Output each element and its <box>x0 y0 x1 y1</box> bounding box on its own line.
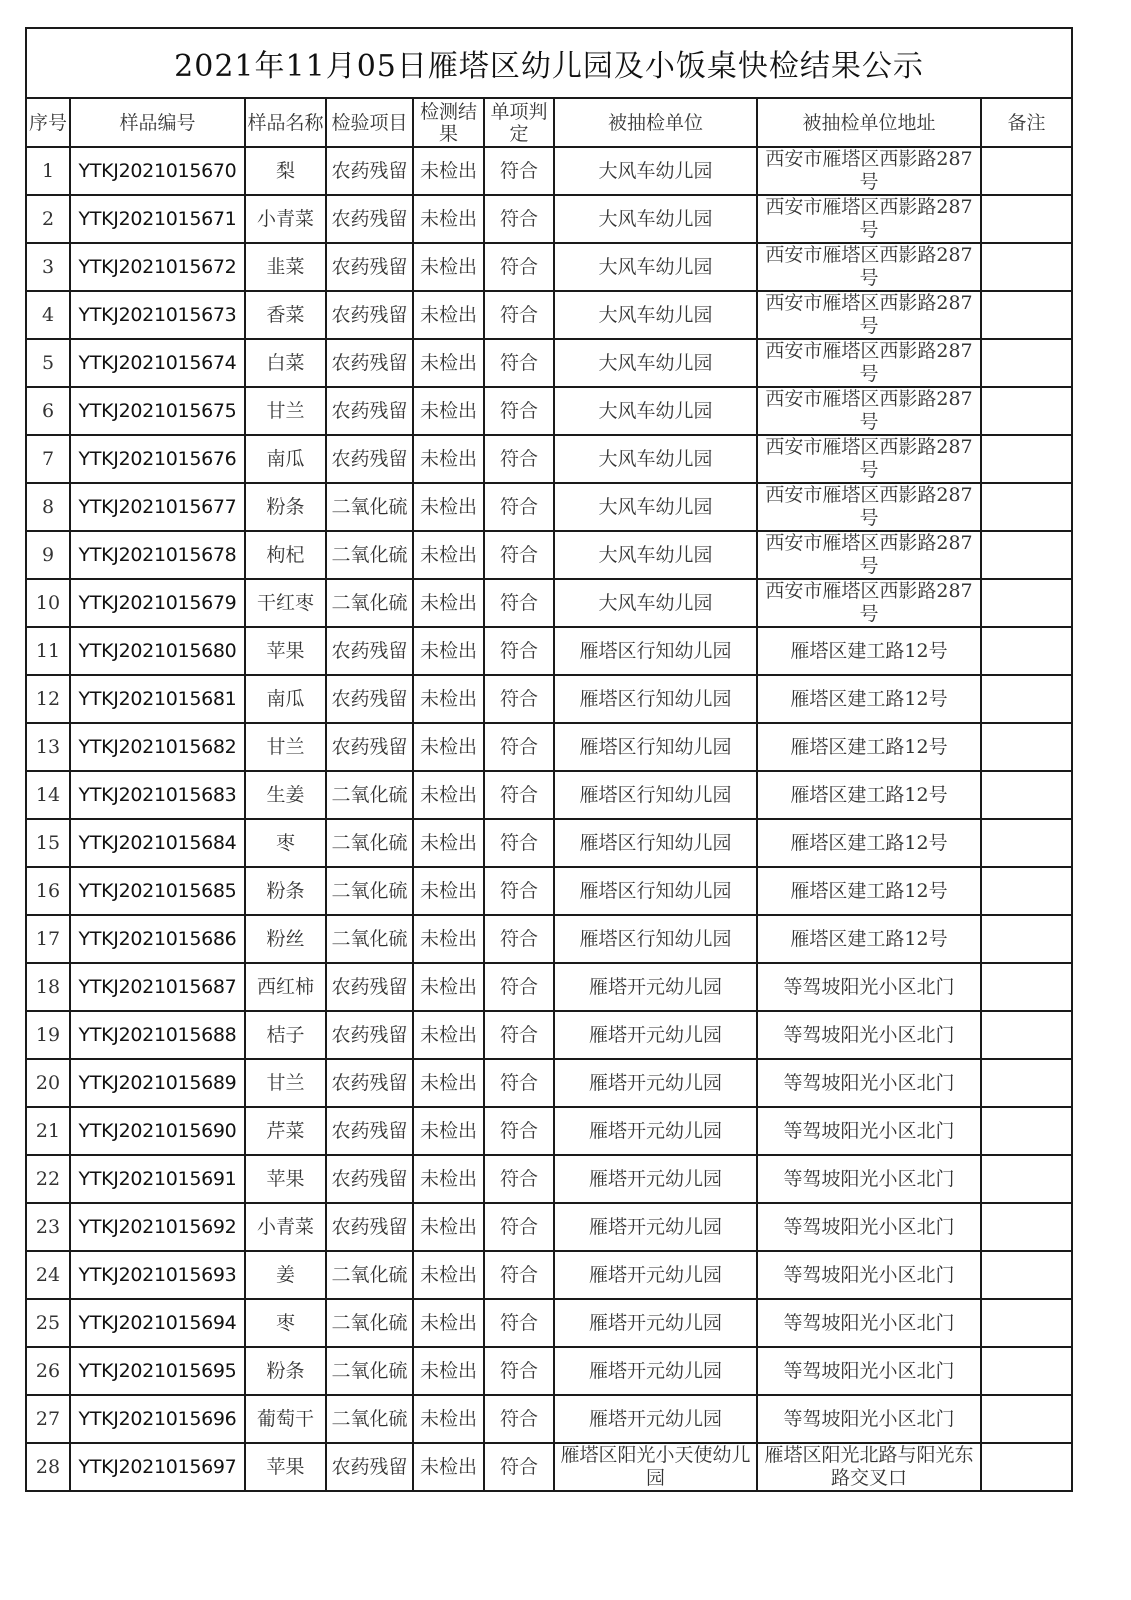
unit-address-cell: 雁塔区建工路12号 <box>757 867 981 915</box>
row-index-cell: 27 <box>26 1395 70 1443</box>
unit-address-cell: 雁塔区建工路12号 <box>757 675 981 723</box>
remarks-cell <box>981 243 1072 291</box>
row-index-cell: 17 <box>26 915 70 963</box>
remarks-cell <box>981 1155 1072 1203</box>
test-item-cell: 农药残留 <box>326 1443 413 1491</box>
judgement-cell: 符合 <box>484 147 554 195</box>
sample-name-cell: 南瓜 <box>245 675 326 723</box>
row-index-cell: 12 <box>26 675 70 723</box>
table-row <box>26 243 1072 291</box>
sample-code-cell: YTKJ2021015679 <box>70 579 245 627</box>
test-item-cell: 农药残留 <box>326 1203 413 1251</box>
row-index-cell: 21 <box>26 1107 70 1155</box>
sample-code-cell: YTKJ2021015694 <box>70 1299 245 1347</box>
table-row <box>26 675 1072 723</box>
sample-code-cell: YTKJ2021015673 <box>70 291 245 339</box>
remarks-cell <box>981 1443 1072 1491</box>
table-row <box>26 867 1072 915</box>
unit-address-cell: 等驾坡阳光小区北门 <box>757 1155 981 1203</box>
test-item-cell: 农药残留 <box>326 1011 413 1059</box>
sample-name-cell: 生姜 <box>245 771 326 819</box>
inspected-unit-cell: 雁塔区行知幼儿园 <box>554 675 757 723</box>
judgement-cell: 符合 <box>484 867 554 915</box>
judgement-cell: 符合 <box>484 1203 554 1251</box>
test-item-cell: 农药残留 <box>326 1059 413 1107</box>
unit-address-cell: 雁塔区阳光北路与阳光东路交叉口 <box>757 1443 981 1491</box>
unit-address-cell: 西安市雁塔区西影路287号 <box>757 195 981 243</box>
inspected-unit-cell: 大风车幼儿园 <box>554 195 757 243</box>
remarks-cell <box>981 387 1072 435</box>
sample-name-cell: 枣 <box>245 1299 326 1347</box>
test-result-cell: 未检出 <box>413 1011 484 1059</box>
sample-code-cell: YTKJ2021015682 <box>70 723 245 771</box>
judgement-cell: 符合 <box>484 915 554 963</box>
header-judgement: 单项判定 <box>484 98 554 147</box>
test-item-cell: 二氧化硫 <box>326 531 413 579</box>
sample-name-cell: 苹果 <box>245 1155 326 1203</box>
header-test-result: 检测结果 <box>413 98 484 147</box>
unit-address-cell: 等驾坡阳光小区北门 <box>757 1107 981 1155</box>
sample-code-cell: YTKJ2021015672 <box>70 243 245 291</box>
results-sheet <box>25 27 1071 1492</box>
sample-name-cell: 姜 <box>245 1251 326 1299</box>
sample-name-cell: 甘兰 <box>245 387 326 435</box>
table-header-row <box>26 98 1072 147</box>
unit-address-cell: 西安市雁塔区西影路287号 <box>757 435 981 483</box>
test-item-cell: 二氧化硫 <box>326 915 413 963</box>
judgement-cell: 符合 <box>484 723 554 771</box>
inspected-unit-cell: 大风车幼儿园 <box>554 243 757 291</box>
sample-name-cell: 苹果 <box>245 627 326 675</box>
row-index-cell: 25 <box>26 1299 70 1347</box>
test-result-cell: 未检出 <box>413 147 484 195</box>
remarks-cell <box>981 291 1072 339</box>
row-index-cell: 7 <box>26 435 70 483</box>
sample-name-cell: 香菜 <box>245 291 326 339</box>
sample-code-cell: YTKJ2021015683 <box>70 771 245 819</box>
test-result-cell: 未检出 <box>413 723 484 771</box>
row-index-cell: 23 <box>26 1203 70 1251</box>
sample-name-cell: 葡萄干 <box>245 1395 326 1443</box>
inspected-unit-cell: 雁塔区阳光小天使幼儿园 <box>554 1443 757 1491</box>
table-row <box>26 195 1072 243</box>
test-result-cell: 未检出 <box>413 387 484 435</box>
inspected-unit-cell: 雁塔区行知幼儿园 <box>554 627 757 675</box>
sample-code-cell: YTKJ2021015688 <box>70 1011 245 1059</box>
test-result-cell: 未检出 <box>413 1443 484 1491</box>
test-result-cell: 未检出 <box>413 339 484 387</box>
sample-name-cell: 粉条 <box>245 483 326 531</box>
unit-address-cell: 雁塔区建工路12号 <box>757 915 981 963</box>
test-item-cell: 农药残留 <box>326 627 413 675</box>
inspected-unit-cell: 雁塔区行知幼儿园 <box>554 867 757 915</box>
remarks-cell <box>981 531 1072 579</box>
sample-code-cell: YTKJ2021015671 <box>70 195 245 243</box>
row-index-cell: 3 <box>26 243 70 291</box>
judgement-cell: 符合 <box>484 291 554 339</box>
test-item-cell: 二氧化硫 <box>326 483 413 531</box>
table-row <box>26 483 1072 531</box>
unit-address-cell: 雁塔区建工路12号 <box>757 819 981 867</box>
sample-name-cell: 韭菜 <box>245 243 326 291</box>
table-row <box>26 1203 1072 1251</box>
header-test-item: 检验项目 <box>326 98 413 147</box>
inspected-unit-cell: 雁塔开元幼儿园 <box>554 1347 757 1395</box>
remarks-cell <box>981 627 1072 675</box>
sample-code-cell: YTKJ2021015690 <box>70 1107 245 1155</box>
sample-name-cell: 干红枣 <box>245 579 326 627</box>
test-item-cell: 二氧化硫 <box>326 1395 413 1443</box>
row-index-cell: 13 <box>26 723 70 771</box>
sample-name-cell: 梨 <box>245 147 326 195</box>
sample-code-cell: YTKJ2021015684 <box>70 819 245 867</box>
inspected-unit-cell: 大风车幼儿园 <box>554 579 757 627</box>
sample-code-cell: YTKJ2021015678 <box>70 531 245 579</box>
judgement-cell: 符合 <box>484 627 554 675</box>
sample-name-cell: 芹菜 <box>245 1107 326 1155</box>
row-index-cell: 8 <box>26 483 70 531</box>
unit-address-cell: 等驾坡阳光小区北门 <box>757 1299 981 1347</box>
test-item-cell: 农药残留 <box>326 435 413 483</box>
remarks-cell <box>981 771 1072 819</box>
test-result-cell: 未检出 <box>413 243 484 291</box>
table-row <box>26 1011 1072 1059</box>
sample-code-cell: YTKJ2021015692 <box>70 1203 245 1251</box>
header-address: 被抽检单位地址 <box>757 98 981 147</box>
test-result-cell: 未检出 <box>413 1395 484 1443</box>
test-result-cell: 未检出 <box>413 579 484 627</box>
inspected-unit-cell: 雁塔开元幼儿园 <box>554 1059 757 1107</box>
header-remarks: 备注 <box>981 98 1072 147</box>
sample-name-cell: 苹果 <box>245 1443 326 1491</box>
test-result-cell: 未检出 <box>413 1155 484 1203</box>
remarks-cell <box>981 723 1072 771</box>
test-result-cell: 未检出 <box>413 963 484 1011</box>
test-result-cell: 未检出 <box>413 531 484 579</box>
row-index-cell: 19 <box>26 1011 70 1059</box>
sample-code-cell: YTKJ2021015674 <box>70 339 245 387</box>
sample-code-cell: YTKJ2021015689 <box>70 1059 245 1107</box>
remarks-cell <box>981 819 1072 867</box>
header-unit: 被抽检单位 <box>554 98 757 147</box>
inspected-unit-cell: 雁塔区行知幼儿园 <box>554 915 757 963</box>
judgement-cell: 符合 <box>484 387 554 435</box>
table-row <box>26 819 1072 867</box>
sample-name-cell: 南瓜 <box>245 435 326 483</box>
inspected-unit-cell: 大风车幼儿园 <box>554 387 757 435</box>
test-item-cell: 二氧化硫 <box>326 579 413 627</box>
judgement-cell: 符合 <box>484 579 554 627</box>
judgement-cell: 符合 <box>484 1395 554 1443</box>
remarks-cell <box>981 435 1072 483</box>
table-row <box>26 1155 1072 1203</box>
table-row <box>26 579 1072 627</box>
sample-name-cell: 桔子 <box>245 1011 326 1059</box>
row-index-cell: 14 <box>26 771 70 819</box>
test-item-cell: 二氧化硫 <box>326 1299 413 1347</box>
inspected-unit-cell: 大风车幼儿园 <box>554 339 757 387</box>
row-index-cell: 1 <box>26 147 70 195</box>
judgement-cell: 符合 <box>484 339 554 387</box>
sample-code-cell: YTKJ2021015687 <box>70 963 245 1011</box>
unit-address-cell: 等驾坡阳光小区北门 <box>757 963 981 1011</box>
unit-address-cell: 西安市雁塔区西影路287号 <box>757 339 981 387</box>
header-sample-name: 样品名称 <box>245 98 326 147</box>
test-result-cell: 未检出 <box>413 819 484 867</box>
inspected-unit-cell: 大风车幼儿园 <box>554 483 757 531</box>
sample-code-cell: YTKJ2021015676 <box>70 435 245 483</box>
table-row <box>26 771 1072 819</box>
inspected-unit-cell: 大风车幼儿园 <box>554 531 757 579</box>
judgement-cell: 符合 <box>484 531 554 579</box>
inspected-unit-cell: 大风车幼儿园 <box>554 291 757 339</box>
page-title: 2021年11月05日雁塔区幼儿园及小饭桌快检结果公示 <box>26 28 1072 98</box>
remarks-cell <box>981 915 1072 963</box>
row-index-cell: 26 <box>26 1347 70 1395</box>
sample-code-cell: YTKJ2021015681 <box>70 675 245 723</box>
table-row <box>26 1107 1072 1155</box>
inspected-unit-cell: 雁塔区行知幼儿园 <box>554 819 757 867</box>
table-row <box>26 291 1072 339</box>
table-row <box>26 723 1072 771</box>
sample-name-cell: 小青菜 <box>245 1203 326 1251</box>
sample-code-cell: YTKJ2021015686 <box>70 915 245 963</box>
sample-name-cell: 西红柿 <box>245 963 326 1011</box>
judgement-cell: 符合 <box>484 483 554 531</box>
test-item-cell: 农药残留 <box>326 147 413 195</box>
unit-address-cell: 雁塔区建工路12号 <box>757 723 981 771</box>
judgement-cell: 符合 <box>484 1059 554 1107</box>
row-index-cell: 10 <box>26 579 70 627</box>
row-index-cell: 4 <box>26 291 70 339</box>
row-index-cell: 18 <box>26 963 70 1011</box>
remarks-cell <box>981 1011 1072 1059</box>
test-item-cell: 二氧化硫 <box>326 819 413 867</box>
remarks-cell <box>981 1203 1072 1251</box>
unit-address-cell: 等驾坡阳光小区北门 <box>757 1251 981 1299</box>
table-row <box>26 435 1072 483</box>
judgement-cell: 符合 <box>484 1251 554 1299</box>
unit-address-cell: 雁塔区建工路12号 <box>757 771 981 819</box>
table-row <box>26 1251 1072 1299</box>
inspected-unit-cell: 大风车幼儿园 <box>554 147 757 195</box>
test-item-cell: 农药残留 <box>326 387 413 435</box>
judgement-cell: 符合 <box>484 435 554 483</box>
unit-address-cell: 西安市雁塔区西影路287号 <box>757 579 981 627</box>
remarks-cell <box>981 1299 1072 1347</box>
judgement-cell: 符合 <box>484 1443 554 1491</box>
sample-name-cell: 粉条 <box>245 867 326 915</box>
inspected-unit-cell: 雁塔开元幼儿园 <box>554 1299 757 1347</box>
test-result-cell: 未检出 <box>413 1251 484 1299</box>
test-item-cell: 农药残留 <box>326 723 413 771</box>
remarks-cell <box>981 147 1072 195</box>
test-item-cell: 农药残留 <box>326 1107 413 1155</box>
remarks-cell <box>981 675 1072 723</box>
row-index-cell: 15 <box>26 819 70 867</box>
sample-code-cell: YTKJ2021015696 <box>70 1395 245 1443</box>
remarks-cell <box>981 1395 1072 1443</box>
sample-name-cell: 甘兰 <box>245 723 326 771</box>
test-item-cell: 二氧化硫 <box>326 1347 413 1395</box>
row-index-cell: 5 <box>26 339 70 387</box>
judgement-cell: 符合 <box>484 1107 554 1155</box>
judgement-cell: 符合 <box>484 1299 554 1347</box>
sample-code-cell: YTKJ2021015675 <box>70 387 245 435</box>
table-row <box>26 147 1072 195</box>
judgement-cell: 符合 <box>484 195 554 243</box>
row-index-cell: 20 <box>26 1059 70 1107</box>
sample-code-cell: YTKJ2021015670 <box>70 147 245 195</box>
row-index-cell: 11 <box>26 627 70 675</box>
inspected-unit-cell: 雁塔区行知幼儿园 <box>554 771 757 819</box>
test-result-cell: 未检出 <box>413 675 484 723</box>
judgement-cell: 符合 <box>484 1011 554 1059</box>
unit-address-cell: 等驾坡阳光小区北门 <box>757 1203 981 1251</box>
unit-address-cell: 等驾坡阳光小区北门 <box>757 1347 981 1395</box>
table-body <box>26 147 1072 1491</box>
remarks-cell <box>981 1107 1072 1155</box>
test-result-cell: 未检出 <box>413 1107 484 1155</box>
results-table <box>25 27 1073 1492</box>
test-result-cell: 未检出 <box>413 867 484 915</box>
row-index-cell: 9 <box>26 531 70 579</box>
judgement-cell: 符合 <box>484 1155 554 1203</box>
sample-name-cell: 枸杞 <box>245 531 326 579</box>
sample-code-cell: YTKJ2021015697 <box>70 1443 245 1491</box>
sample-code-cell: YTKJ2021015693 <box>70 1251 245 1299</box>
test-result-cell: 未检出 <box>413 771 484 819</box>
test-item-cell: 农药残留 <box>326 243 413 291</box>
test-item-cell: 农药残留 <box>326 339 413 387</box>
judgement-cell: 符合 <box>484 963 554 1011</box>
test-item-cell: 二氧化硫 <box>326 867 413 915</box>
judgement-cell: 符合 <box>484 675 554 723</box>
inspected-unit-cell: 雁塔开元幼儿园 <box>554 1395 757 1443</box>
judgement-cell: 符合 <box>484 243 554 291</box>
unit-address-cell: 西安市雁塔区西影路287号 <box>757 531 981 579</box>
remarks-cell <box>981 1059 1072 1107</box>
test-item-cell: 农药残留 <box>326 291 413 339</box>
inspected-unit-cell: 雁塔开元幼儿园 <box>554 963 757 1011</box>
row-index-cell: 2 <box>26 195 70 243</box>
test-item-cell: 农药残留 <box>326 1155 413 1203</box>
remarks-cell <box>981 483 1072 531</box>
unit-address-cell: 西安市雁塔区西影路287号 <box>757 147 981 195</box>
unit-address-cell: 等驾坡阳光小区北门 <box>757 1395 981 1443</box>
header-index: 序号 <box>26 98 70 147</box>
remarks-cell <box>981 867 1072 915</box>
sample-name-cell: 枣 <box>245 819 326 867</box>
test-item-cell: 二氧化硫 <box>326 771 413 819</box>
header-sample-code: 样品编号 <box>70 98 245 147</box>
unit-address-cell: 等驾坡阳光小区北门 <box>757 1059 981 1107</box>
sample-name-cell: 白菜 <box>245 339 326 387</box>
table-row <box>26 1347 1072 1395</box>
table-row <box>26 963 1072 1011</box>
table-row <box>26 915 1072 963</box>
inspected-unit-cell: 雁塔开元幼儿园 <box>554 1155 757 1203</box>
test-result-cell: 未检出 <box>413 1203 484 1251</box>
remarks-cell <box>981 1251 1072 1299</box>
row-index-cell: 22 <box>26 1155 70 1203</box>
row-index-cell: 6 <box>26 387 70 435</box>
unit-address-cell: 西安市雁塔区西影路287号 <box>757 243 981 291</box>
test-result-cell: 未检出 <box>413 1299 484 1347</box>
sample-code-cell: YTKJ2021015695 <box>70 1347 245 1395</box>
test-result-cell: 未检出 <box>413 291 484 339</box>
remarks-cell <box>981 1347 1072 1395</box>
sample-name-cell: 小青菜 <box>245 195 326 243</box>
sample-code-cell: YTKJ2021015677 <box>70 483 245 531</box>
unit-address-cell: 西安市雁塔区西影路287号 <box>757 483 981 531</box>
table-row <box>26 1395 1072 1443</box>
test-result-cell: 未检出 <box>413 1347 484 1395</box>
remarks-cell <box>981 339 1072 387</box>
remarks-cell <box>981 195 1072 243</box>
inspected-unit-cell: 雁塔开元幼儿园 <box>554 1107 757 1155</box>
table-row <box>26 1059 1072 1107</box>
sample-name-cell: 粉条 <box>245 1347 326 1395</box>
remarks-cell <box>981 579 1072 627</box>
sample-code-cell: YTKJ2021015685 <box>70 867 245 915</box>
test-result-cell: 未检出 <box>413 435 484 483</box>
inspected-unit-cell: 大风车幼儿园 <box>554 435 757 483</box>
sample-name-cell: 甘兰 <box>245 1059 326 1107</box>
unit-address-cell: 西安市雁塔区西影路287号 <box>757 291 981 339</box>
sample-name-cell: 粉丝 <box>245 915 326 963</box>
table-row <box>26 531 1072 579</box>
table-row <box>26 627 1072 675</box>
unit-address-cell: 等驾坡阳光小区北门 <box>757 1011 981 1059</box>
table-row <box>26 1443 1072 1491</box>
row-index-cell: 16 <box>26 867 70 915</box>
test-item-cell: 农药残留 <box>326 963 413 1011</box>
test-item-cell: 农药残留 <box>326 675 413 723</box>
test-result-cell: 未检出 <box>413 195 484 243</box>
inspected-unit-cell: 雁塔开元幼儿园 <box>554 1011 757 1059</box>
row-index-cell: 24 <box>26 1251 70 1299</box>
unit-address-cell: 西安市雁塔区西影路287号 <box>757 387 981 435</box>
row-index-cell: 28 <box>26 1443 70 1491</box>
judgement-cell: 符合 <box>484 1347 554 1395</box>
unit-address-cell: 雁塔区建工路12号 <box>757 627 981 675</box>
test-result-cell: 未检出 <box>413 483 484 531</box>
inspected-unit-cell: 雁塔区行知幼儿园 <box>554 723 757 771</box>
table-row <box>26 339 1072 387</box>
table-row <box>26 1299 1072 1347</box>
test-result-cell: 未检出 <box>413 1059 484 1107</box>
judgement-cell: 符合 <box>484 819 554 867</box>
sample-code-cell: YTKJ2021015691 <box>70 1155 245 1203</box>
test-result-cell: 未检出 <box>413 627 484 675</box>
test-item-cell: 二氧化硫 <box>326 1251 413 1299</box>
judgement-cell: 符合 <box>484 771 554 819</box>
inspected-unit-cell: 雁塔开元幼儿园 <box>554 1203 757 1251</box>
remarks-cell <box>981 963 1072 1011</box>
sample-code-cell: YTKJ2021015680 <box>70 627 245 675</box>
test-item-cell: 农药残留 <box>326 195 413 243</box>
inspected-unit-cell: 雁塔开元幼儿园 <box>554 1251 757 1299</box>
table-row <box>26 387 1072 435</box>
test-result-cell: 未检出 <box>413 915 484 963</box>
